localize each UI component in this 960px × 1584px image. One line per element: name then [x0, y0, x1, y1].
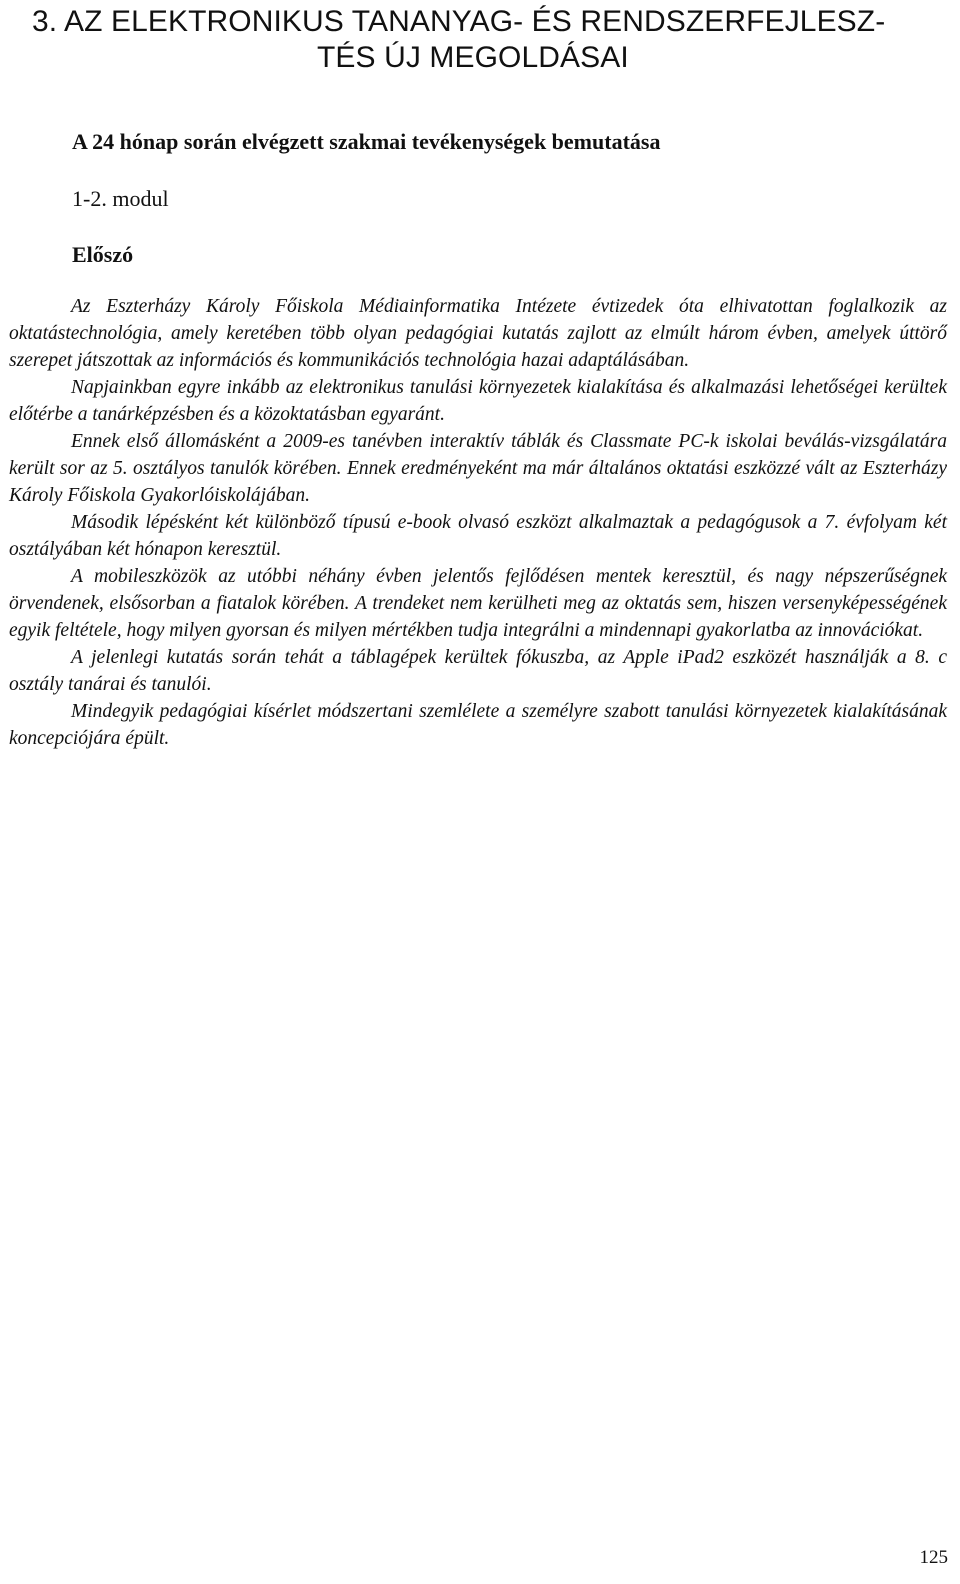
chapter-title-line-2: TÉS ÚJ MEGOLDÁSAI [317, 41, 629, 74]
module-label: 1-2. modul [72, 186, 169, 211]
foreword-paragraph-1: Az Eszterházy Károly Főiskola Médiainformatika Intézete évtizedek óta elhivatottan foglalkozik az oktatástechnológia, amely keretében több olyan pedagógiai kutatás zajlott az elmúlt három évben, amelyek úttörő szerepet játszottak az információs és kommunikációs technológia hazai adaptálásában. [9, 296, 947, 371]
chapter-title-line-1: 3. AZ ELEKTRONIKUS TANANYAG- ÉS RENDSZERFEJLESZ- [32, 5, 886, 38]
chapter-title [32, 4, 942, 76]
foreword-paragraph-4: Második lépésként két különböző típusú e-book olvasó eszközt alkalmaztak a pedagógusok a 7. évfolyam két osztályában két hónapon keresztül. [9, 512, 947, 560]
foreword-paragraph-6: A jelenlegi kutatás során tehát a táblagépek kerültek fókuszba, az Apple iPad2 eszközét használják a 8. c osztály tanárai és tanulói. [9, 647, 947, 695]
foreword-heading: Előszó [72, 242, 134, 267]
foreword-body [9, 293, 947, 752]
section-subtitle: A 24 hónap során elvégzett szakmai tevékenységek bemutatása [72, 129, 661, 154]
foreword-paragraph-7: Mindegyik pedagógiai kísérlet módszertani szemlélete a személyre szabott tanulási környezetek kialakításának koncepciójára épült. [9, 701, 947, 749]
foreword-paragraph-3: Ennek első állomásként a 2009-es tanévben interaktív táblák és Classmate PC-k iskolai beválás-vizsgálatára került sor az 5. osztályos tanulók körében. Ennek eredményeként ma már általános oktatási eszközzé vált az Eszterházy Károly Főiskola Gyakorlóiskolájában. [9, 431, 947, 506]
foreword-paragraph-5: A mobileszközök az utóbbi néhány évben jelentős fejlődésen mentek keresztül, és nagy népszerűségnek örvendenek, elsősorban a fiatalok körében. A trendeket nem kerülheti meg az oktatás sem, hiszen versenyképességének egyik feltétele, hogy milyen gyorsan és milyen mértékben tudja integrálni a mindennapi gyakorlatba az innovációkat. [9, 566, 947, 641]
foreword-paragraph-2: Napjainkban egyre inkább az elektronikus tanulási környezetek kialakítása és alkalmazási lehetőségei kerültek előtérbe a tanárképzésben és a közoktatásban egyaránt. [9, 377, 947, 425]
page-number: 125 [919, 1547, 948, 1568]
